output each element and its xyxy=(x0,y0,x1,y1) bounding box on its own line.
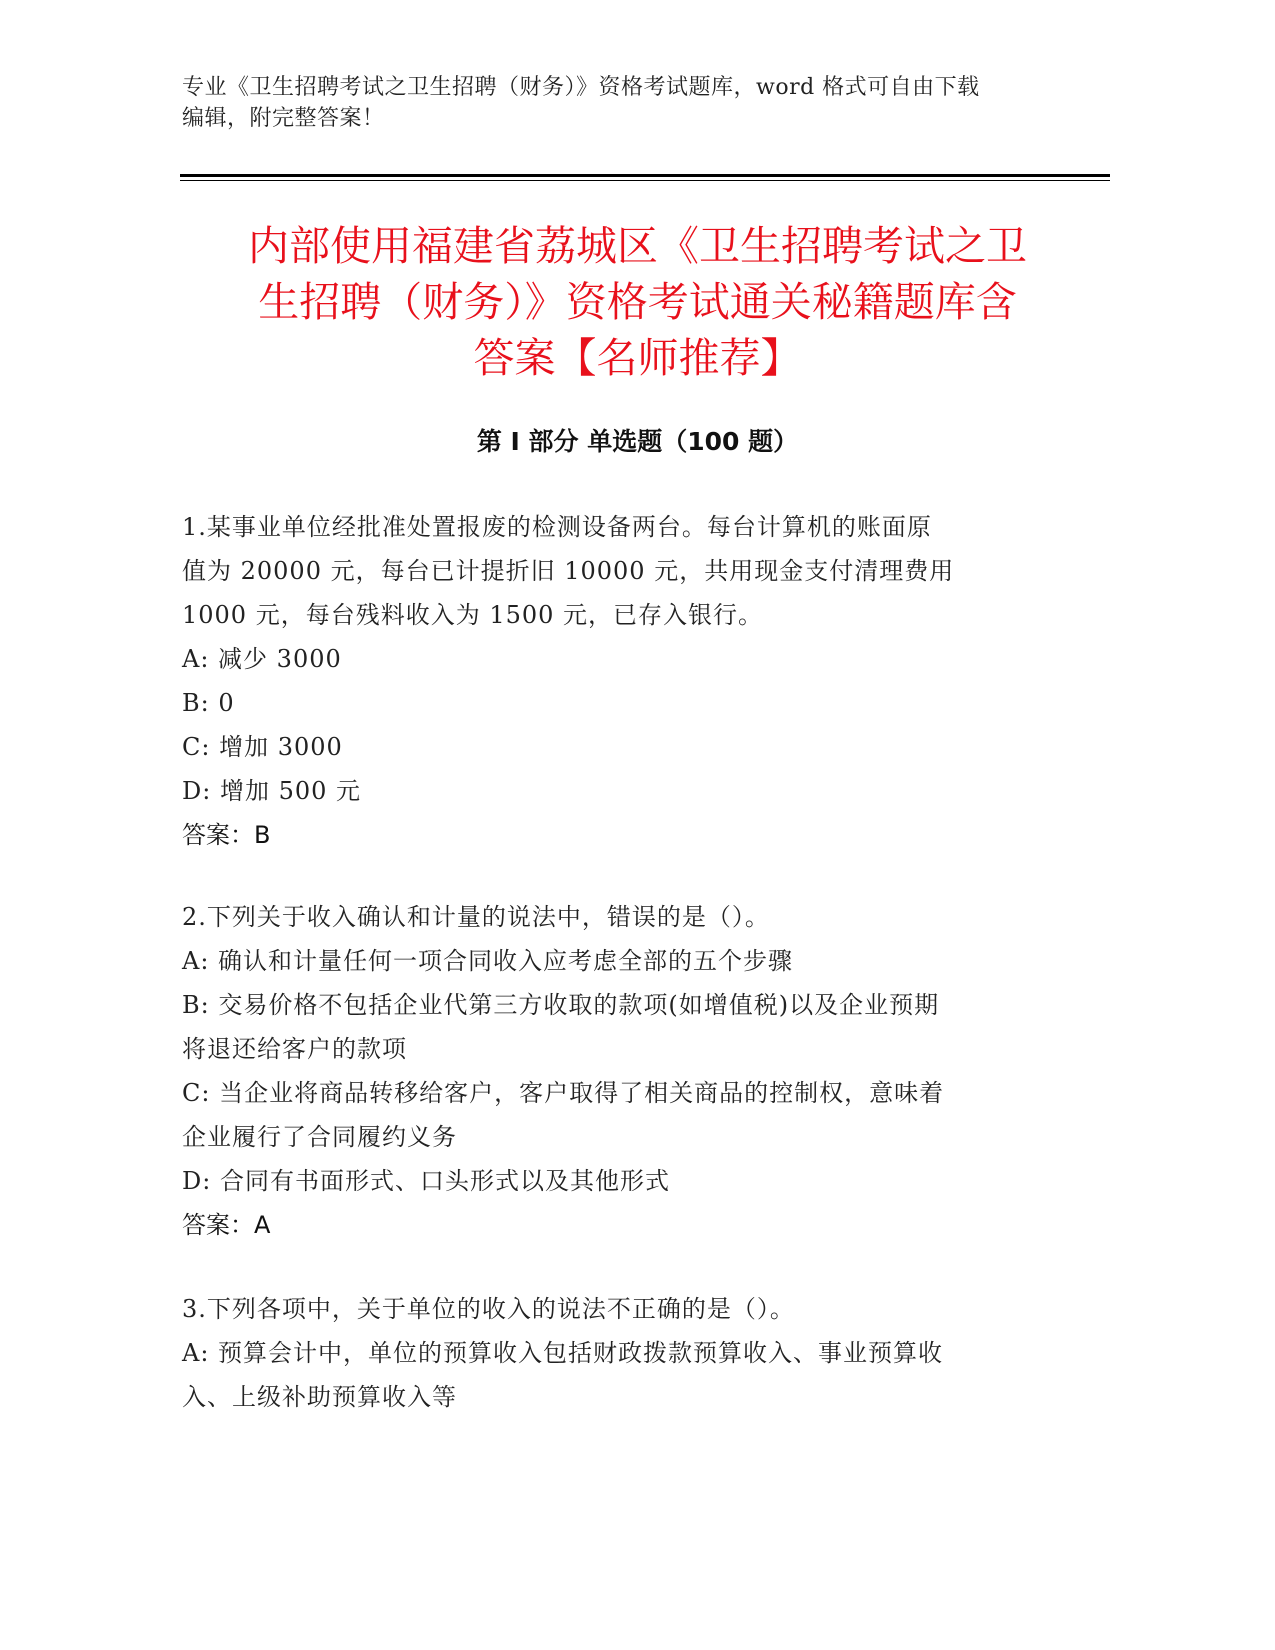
header-note xyxy=(182,72,1042,134)
option-b-continued: 将退还给客户的款项 xyxy=(182,1035,407,1063)
document-title xyxy=(180,218,1095,386)
header-divider-thick xyxy=(180,174,1110,177)
option-c-continued: 企业履行了合同履约义务 xyxy=(182,1123,457,1151)
title-line: 生招聘（财务）》资格考试通关秘籍题库含 xyxy=(258,278,1017,326)
title-line: 内部使用福建省荔城区《卫生招聘考试之卫 xyxy=(248,222,1027,270)
question-stem: 2.下列关于收入确认和计量的说法中，错误的是（）。 xyxy=(182,903,770,931)
option-a-continued: 入、上级补助预算收入等 xyxy=(182,1383,457,1411)
option-b: B: 交易价格不包括企业代第三方收取的款项(如增值税)以及企业预期 xyxy=(182,991,940,1019)
answer-label: 答案：B xyxy=(182,821,271,849)
question-block xyxy=(182,505,1032,857)
option-a: A: 预算会计中，单位的预算收入包括财政拨款预算收入、事业预算收 xyxy=(182,1339,944,1367)
question-stem: 1000 元，每台残料收入为 1500 元，已存入银行。 xyxy=(182,601,764,629)
option-b: B: 0 xyxy=(182,689,235,717)
question-stem: 值为 20000 元，每台已计提折旧 10000 元，共用现金支付清理费用 xyxy=(182,557,955,585)
option-c: C: 当企业将商品转移给客户，客户取得了相关商品的控制权，意味着 xyxy=(182,1079,945,1107)
section-heading: 第 I 部分 单选题（100 题） xyxy=(476,427,799,456)
question-block xyxy=(182,895,1032,1247)
option-a: A: 确认和计量任何一项合同收入应考虑全部的五个步骤 xyxy=(182,947,794,975)
header-note-line: 专业《卫生招聘考试之卫生招聘（财务）》资格考试题库，word 格式可自由下载 xyxy=(182,75,980,100)
option-d: D: 增加 500 元 xyxy=(182,777,362,805)
answer-label: 答案：A xyxy=(182,1211,271,1239)
option-a: A: 减少 3000 xyxy=(182,645,342,673)
question-stem: 1.某事业单位经批准处置报废的检测设备两台。每台计算机的账面原 xyxy=(182,513,932,541)
header-note-line: 编辑，附完整答案！ xyxy=(182,106,385,131)
question-stem: 3.下列各项中，关于单位的收入的说法不正确的是（）。 xyxy=(182,1295,795,1323)
header-divider-thin xyxy=(180,180,1110,181)
option-d: D: 合同有书面形式、口头形式以及其他形式 xyxy=(182,1167,670,1195)
question-block xyxy=(182,1287,1032,1419)
title-line: 答案【名师推荐】 xyxy=(473,334,802,382)
option-c: C: 增加 3000 xyxy=(182,733,343,761)
